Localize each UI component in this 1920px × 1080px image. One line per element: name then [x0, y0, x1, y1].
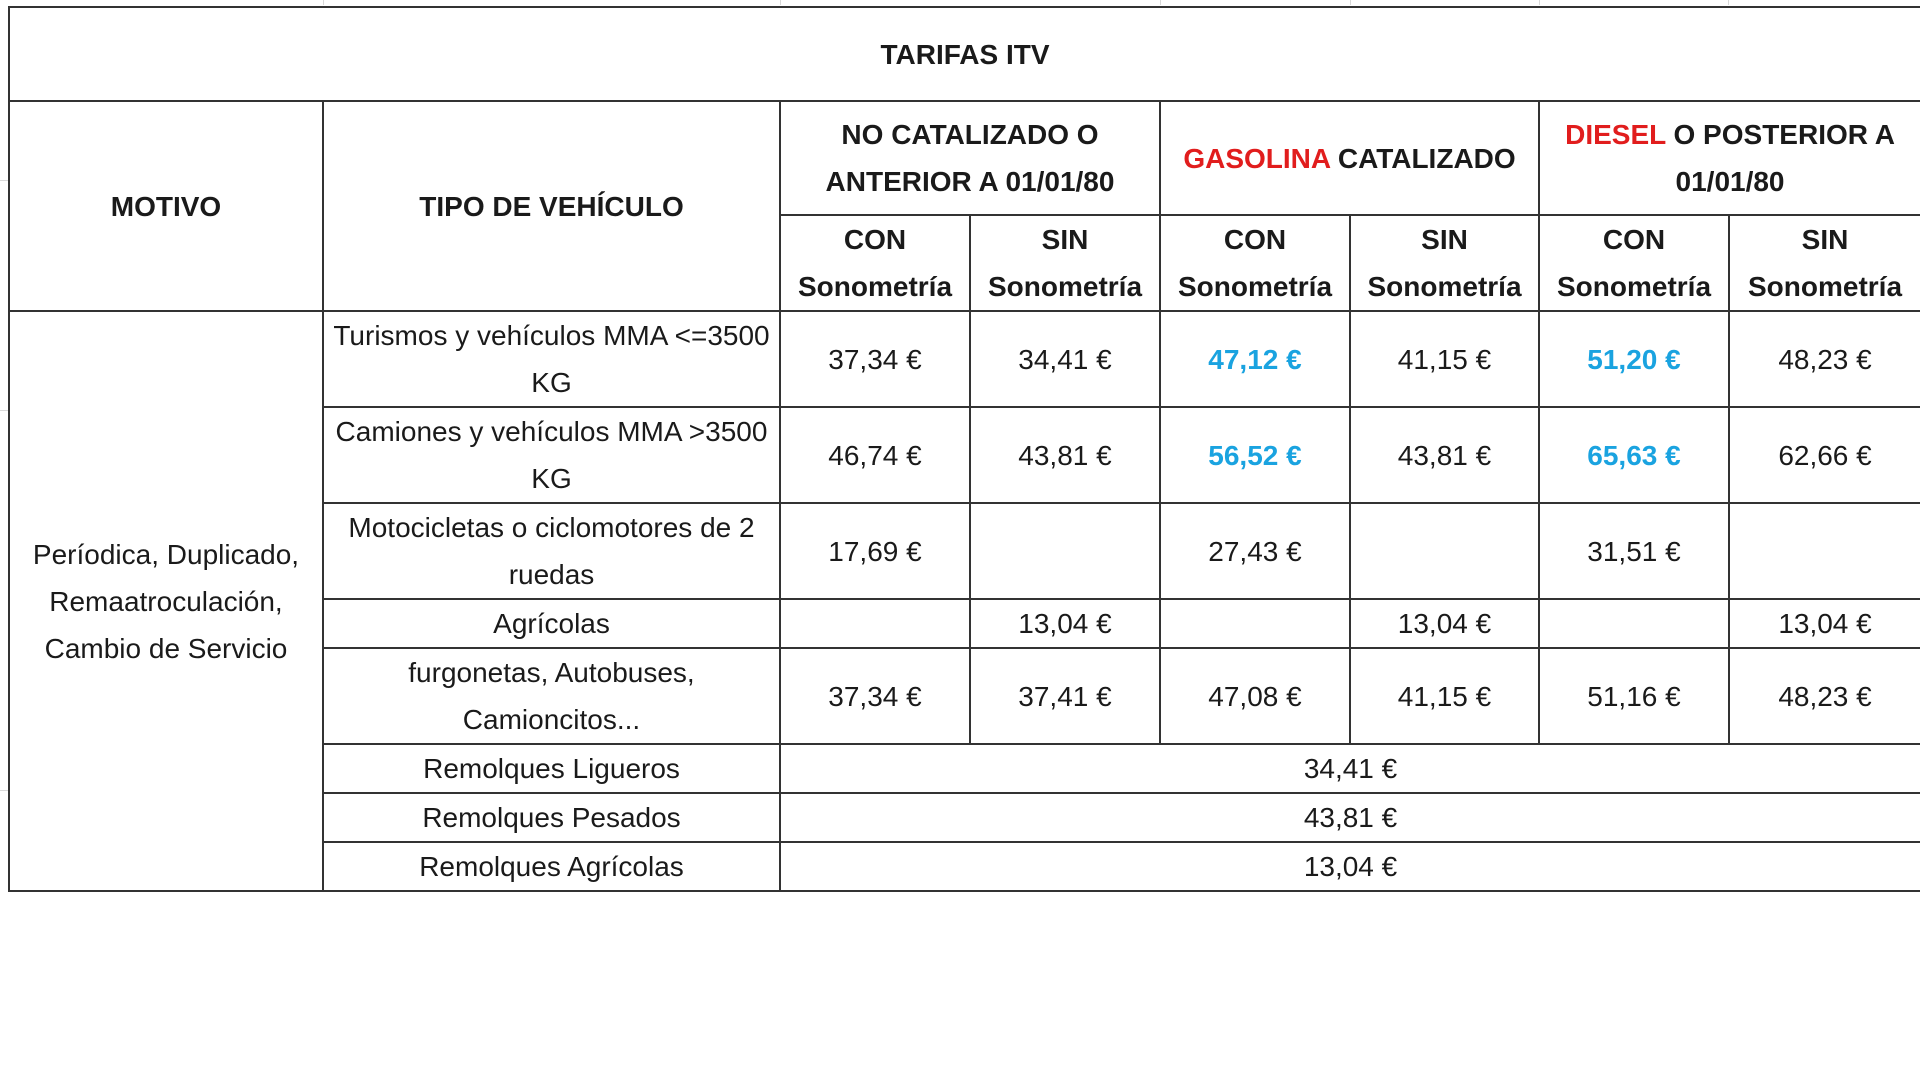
subheader-con: CON	[843, 224, 907, 255]
subheader-sin: SIN	[1801, 224, 1849, 255]
price-cell-merged: 43,81 €	[780, 793, 1920, 842]
header-gasolina-catalizado	[1160, 101, 1539, 215]
subheader-sin-sonometria	[970, 215, 1160, 311]
price-cell: 17,69 €	[780, 503, 970, 599]
gridline	[0, 410, 8, 411]
header-diesel	[1539, 101, 1920, 215]
price-cell: 46,74 €	[780, 407, 970, 503]
subheader-con: CON	[1223, 224, 1287, 255]
vehicle-type-cell: furgonetas, Autobuses, Camioncitos...	[323, 648, 780, 744]
price-cell-highlight: 65,63 €	[1539, 407, 1729, 503]
price-cell-merged: 13,04 €	[780, 842, 1920, 891]
price-cell-highlight: 51,20 €	[1539, 311, 1729, 407]
price-cell-highlight: 56,52 €	[1160, 407, 1350, 503]
subheader-sonometria: Sonometría	[1556, 271, 1712, 302]
vehicle-type-cell: Agrícolas	[323, 599, 780, 648]
gridline	[323, 0, 324, 5]
price-cell: 48,23 €	[1729, 311, 1920, 407]
price-cell: 27,43 €	[1160, 503, 1350, 599]
subheader-sonometria: Sonometría	[1367, 271, 1522, 302]
subheader-sonometria: Sonometría	[1748, 271, 1903, 302]
vehicle-type-cell: Remolques Pesados	[323, 793, 780, 842]
table-title: TARIFAS ITV	[9, 7, 1920, 101]
price-cell: 13,04 €	[1729, 599, 1920, 648]
price-cell: 62,66 €	[1729, 407, 1920, 503]
subheader-sin: SIN	[1041, 224, 1089, 255]
price-cell	[1350, 503, 1539, 599]
subheader-sin: SIN	[1421, 224, 1468, 255]
table-row	[9, 311, 1920, 407]
gridline	[0, 180, 8, 181]
gridline	[0, 790, 8, 791]
price-cell: 48,23 €	[1729, 648, 1920, 744]
subheader-sonometria: Sonometría	[987, 271, 1143, 302]
motivo-cell: Períodica, Duplicado, Remaatroculación, Cambio de Servicio	[9, 311, 323, 891]
subheader-sonometria: Sonometría	[797, 271, 953, 302]
price-cell: 37,34 €	[780, 648, 970, 744]
subheader-con-sonometria	[1160, 215, 1350, 311]
price-cell: 41,15 €	[1350, 311, 1539, 407]
price-cell: 37,41 €	[970, 648, 1160, 744]
price-cell: 43,81 €	[1350, 407, 1539, 503]
price-cell: 13,04 €	[1350, 599, 1539, 648]
subheader-sin-sonometria	[1729, 215, 1920, 311]
gridline	[1728, 0, 1729, 5]
price-cell: 47,08 €	[1160, 648, 1350, 744]
tarifas-itv-table	[8, 6, 1920, 892]
vehicle-type-cell: Remolques Ligueros	[323, 744, 780, 793]
subheader-con-sonometria	[1539, 215, 1729, 311]
gridline	[780, 0, 781, 5]
price-cell: 41,15 €	[1350, 648, 1539, 744]
price-cell: 34,41 €	[970, 311, 1160, 407]
vehicle-type-cell: Motocicletas o ciclomotores de 2 ruedas	[323, 503, 780, 599]
price-cell-merged: 34,41 €	[780, 744, 1920, 793]
price-cell: 31,51 €	[1539, 503, 1729, 599]
price-cell	[780, 599, 970, 648]
header-diesel-rest: O POSTERIOR A 01/01/80	[1665, 119, 1895, 197]
price-cell-highlight: 47,12 €	[1160, 311, 1350, 407]
price-cell: 37,34 €	[780, 311, 970, 407]
price-cell	[1160, 599, 1350, 648]
subheader-con: CON	[1602, 224, 1666, 255]
subheader-sonometria: Sonometría	[1177, 271, 1333, 302]
subheader-con-sonometria	[780, 215, 970, 311]
header-tipo-vehiculo: TIPO DE VEHÍCULO	[323, 101, 780, 311]
header-motivo: MOTIVO	[9, 101, 323, 311]
header-gasolina-highlight: GASOLINA	[1183, 142, 1331, 174]
price-cell: 13,04 €	[970, 599, 1160, 648]
price-cell	[1729, 503, 1920, 599]
vehicle-type-cell: Camiones y vehículos MMA >3500 KG	[323, 407, 780, 503]
gridline	[1539, 0, 1540, 5]
price-cell	[1539, 599, 1729, 648]
price-cell	[970, 503, 1160, 599]
header-diesel-highlight: DIESEL	[1565, 119, 1666, 150]
header-gasolina-rest: CATALIZADO	[1330, 142, 1516, 174]
vehicle-type-cell: Turismos y vehículos MMA <=3500 KG	[323, 311, 780, 407]
subheader-sin-sonometria	[1350, 215, 1539, 311]
price-cell: 43,81 €	[970, 407, 1160, 503]
header-no-catalizado: NO CATALIZADO O ANTERIOR A 01/01/80	[780, 101, 1160, 215]
gridline	[1350, 0, 1351, 5]
price-cell: 51,16 €	[1539, 648, 1729, 744]
gridline	[1160, 0, 1161, 5]
vehicle-type-cell: Remolques Agrícolas	[323, 842, 780, 891]
